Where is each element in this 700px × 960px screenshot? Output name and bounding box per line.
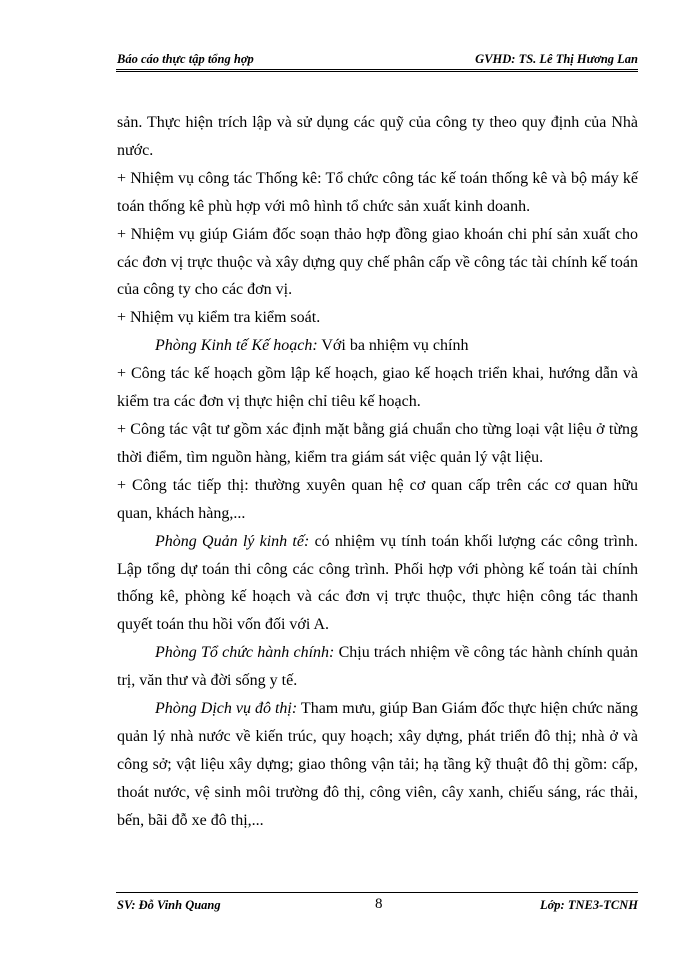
section-dich-vu-do-thi — [117, 695, 638, 835]
section-text: có nhiệm vụ tính toán khối lượng các công trình. Lập tổng dự toán thi công các công trình. Phối hợp với phòng kế toán tài chính thống kê, phòng kế hoạch và các đơn vị trực thuộc, thực hiện công tác thanh quyết toán thu hồi vốn đối với A. — [117, 532, 639, 634]
section-to-chuc-hanh-chinh — [117, 639, 638, 695]
paragraph: sản. Thực hiện trích lập và sử dụng các quỹ của công ty theo quy định của Nhà nước. — [117, 114, 638, 159]
page-header — [117, 52, 638, 67]
header-advisor: GVHD: TS. Lê Thị Hương Lan — [475, 52, 638, 66]
paragraph: + Nhiệm vụ giúp Giám đốc soạn thảo hợp đồng giao khoán chi phí sản xuất cho các đơn vị trực thuộc và xây dựng quy chế phân cấp về công tác tài chính kế toán của công ty cho các đơn vị. — [117, 225, 638, 299]
list-item: + Công tác kế hoạch gồm lập kế hoạch, giao kế hoạch triển khai, hướng dẫn và kiểm tra các đơn vị thực hiện chỉ tiêu kế hoạch. — [117, 365, 638, 411]
section-quan-ly-kinh-te — [117, 528, 638, 640]
footer-class: Lớp: TNE3-TCNH — [539, 898, 638, 912]
footer-rule — [116, 892, 638, 893]
list-item: + Công tác tiếp thị: thường xuyên quan hệ cơ quan cấp trên các cơ quan hữu quan, khách hàng,... — [117, 476, 638, 522]
section-title: Phòng Tổ chức hành chính: — [155, 644, 335, 662]
section-text: Với ba nhiệm vụ chính — [317, 337, 469, 355]
paragraph: + Nhiệm vụ công tác Thống kê: Tổ chức công tác kế toán thống kê và bộ máy kế toán thống kê phù hợp với mô hình tổ chức sản xuất kinh doanh. — [117, 169, 638, 215]
section-title: Phòng Quản lý kinh tế: — [155, 532, 310, 550]
page-number: 8 — [375, 896, 383, 912]
paragraph: + Nhiệm vụ kiểm tra kiểm soát. — [117, 309, 321, 327]
section-text: Chịu trách nhiệm về công tác hành chính quản trị, văn thư và đời sống y tế. — [117, 644, 639, 690]
header-rule — [116, 69, 638, 72]
document-body — [117, 109, 638, 835]
section-kinh-te-ke-hoach — [117, 332, 638, 360]
header-report-title: Báo cáo thực tập tổng hợp — [117, 52, 254, 66]
section-text: Tham mưu, giúp Ban Giám đốc thực hiện chức năng quản lý nhà nước về kiến trúc, quy hoạch; xây dựng, phát triển đô thị; nhà ở và công sở; vật liệu xây dựng; giao thông vận tải; hạ tầng kỹ thuật đô thị gồm: cấp, thoát nước, vệ sinh môi trường đô thị, công viên, cây xanh, chiếu sáng, rác thải, bến, bãi đỗ xe đô thị,... — [117, 700, 638, 829]
list-item: + Công tác vật tư gồm xác định mặt bằng giá chuẩn cho từng loại vật liệu ở từng thời điểm, tìm nguồn hàng, kiểm tra giám sát việc quản lý vật liệu. — [117, 420, 638, 466]
footer-student: SV: Đỗ Vinh Quang — [117, 898, 221, 912]
section-title: Phòng Kinh tế Kế hoạch: — [155, 337, 318, 355]
page-footer — [117, 898, 638, 913]
section-title: Phòng Dịch vụ đô thị: — [155, 700, 298, 718]
